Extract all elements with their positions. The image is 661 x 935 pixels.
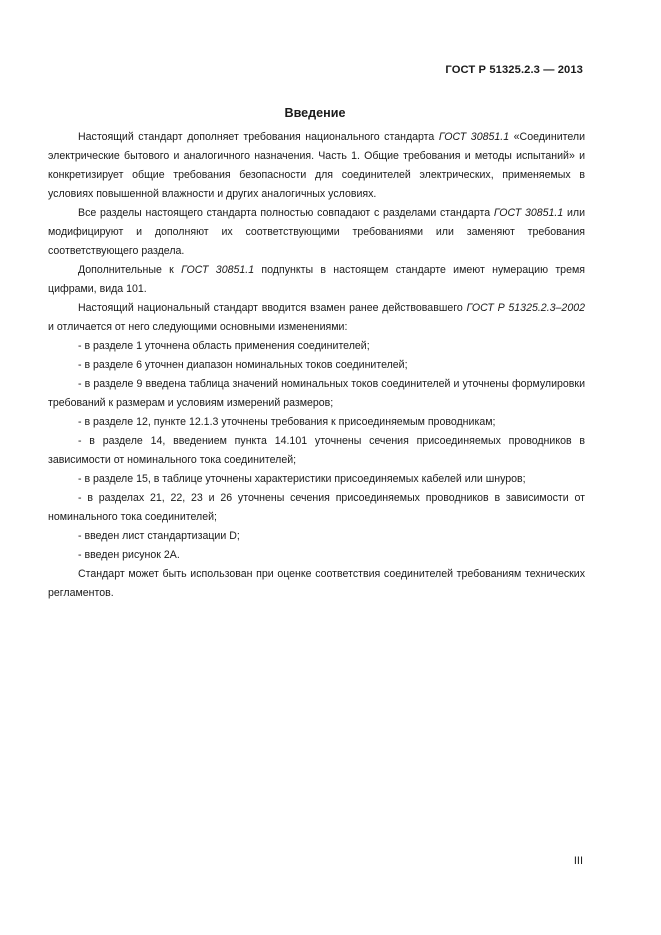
paragraph-text: «Соединители электрические бытового и аналогичного назначения. Часть 1. Общие требования и методы испытаний» и конкретизирует общие требования безопасности для соединителей электрических, применяемых в условиях повышенной влажности и других аналогичных условиях. [48, 131, 585, 200]
change-list-item: - в разделе 12, пункте 12.1.3 уточнены требования к присоединяемым проводникам; [78, 416, 496, 428]
paragraph-text: Настоящий стандарт дополняет требования национального стандарта [78, 131, 439, 143]
standard-reference: ГОСТ 30851.1 [438, 131, 510, 143]
section-title: Введение [284, 106, 346, 120]
change-list-item: - введен лист стандартизации D; [78, 530, 240, 542]
change-list-item: - в разделе 14, введением пункта 14.101 уточнены сечения присоединяемых проводников в зависимости от номинального тока соединителей; [48, 435, 585, 466]
change-list-item: - в разделе 9 введена таблица значений номинальных токов соединителей и уточнены формулировки требований к размерам и условиям измерений размеров; [48, 378, 585, 409]
paragraph-text: и отличается от него следующими основными изменениями: [48, 321, 348, 333]
paragraph-numbering [48, 261, 585, 299]
paragraph-standard-scope [48, 128, 585, 204]
paragraph-replacement [48, 299, 585, 337]
paragraph-text: подпункты в настоящем стандарте имеют нумерацию тремя цифрами, вида 101. [48, 264, 585, 295]
standard-reference: ГОСТ 30851.1 [493, 207, 564, 219]
document-code-header: ГОСТ Р 51325.2.3 — 2013 [445, 64, 583, 76]
introduction-body [48, 128, 585, 603]
change-list-item: - введен рисунок 2А. [78, 549, 180, 561]
change-list-item: - в разделе 1 уточнена область применения соединителей; [78, 340, 370, 352]
page-number: III [573, 855, 583, 867]
paragraph-text: Настоящий национальный стандарт вводится взамен ранее действовавшего [78, 302, 467, 314]
change-list-item: - в разделах 21, 22, 23 и 26 уточнены сечения присоединяемых проводников в зависимости от номинального тока соединителей; [48, 492, 585, 523]
change-list-item: - в разделе 15, в таблице уточнены характеристики присоединяемых кабелей или шнуров; [78, 473, 526, 485]
paragraph-text: или модифицируют и дополняют их соответствующими требованиями или заменяют требования соответствующего раздела. [48, 207, 585, 257]
paragraph-conformity: Стандарт может быть использован при оценке соответствия соединителей требованиям технических регламентов. [48, 568, 585, 599]
paragraph-sections-match [48, 204, 585, 261]
paragraph-text: Все разделы настоящего стандарта полностью совпадают с разделами стандарта [78, 207, 494, 219]
change-list-item: - в разделе 6 уточнен диапазон номинальных токов соединителей; [78, 359, 408, 371]
standard-reference: ГОСТ Р 51325.2.3–2002 [466, 302, 585, 314]
paragraph-text: Дополнительные к [78, 264, 182, 276]
standard-reference: ГОСТ 30851.1 [181, 264, 255, 276]
